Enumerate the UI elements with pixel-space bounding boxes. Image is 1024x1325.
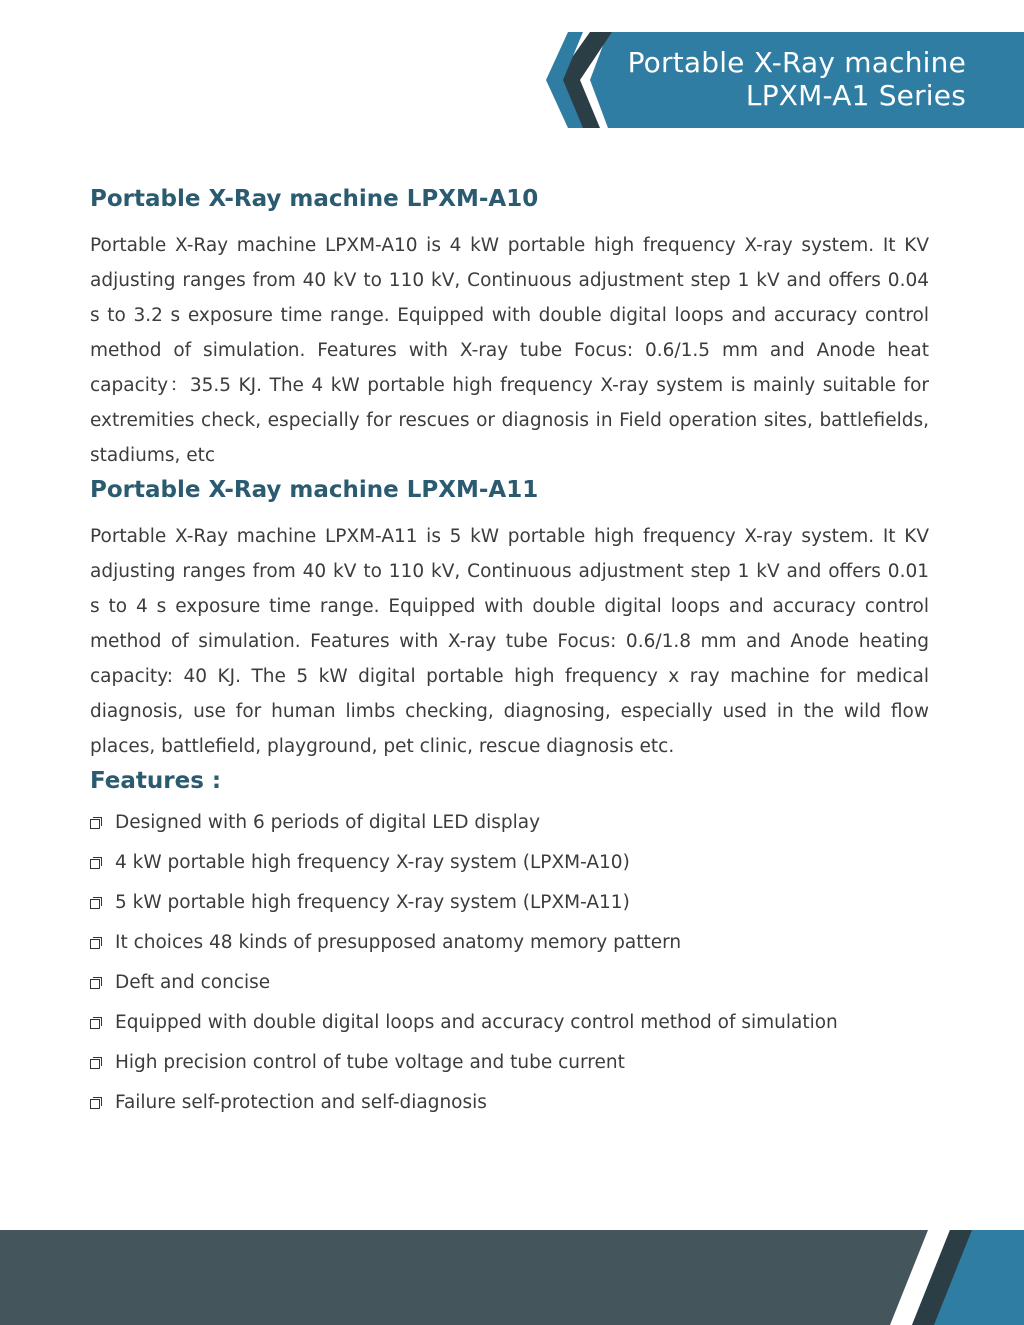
checkbox-bullet-icon — [90, 1097, 101, 1108]
feature-text: 5 kW portable high frequency X-ray system (LPXM-A11) — [115, 891, 630, 913]
footer-band-shape — [0, 1230, 1024, 1325]
feature-text: Failure self-protection and self-diagnosis — [115, 1091, 487, 1113]
section-heading-a10: Portable X-Ray machine LPXM-A10 — [90, 186, 539, 212]
header-title-line1: Portable X-Ray machine — [627, 46, 966, 79]
feature-item — [90, 802, 929, 842]
header-banner — [0, 0, 1024, 140]
feature-item — [90, 922, 929, 962]
feature-item — [90, 882, 929, 922]
checkbox-bullet-icon — [90, 977, 101, 988]
feature-text: It choices 48 kinds of presupposed anatomy memory pattern — [115, 931, 682, 953]
footer-fill — [0, 1230, 1024, 1325]
checkbox-bullet-icon — [90, 1017, 101, 1028]
feature-text: 4 kW portable high frequency X-ray system (LPXM-A10) — [115, 851, 630, 873]
feature-item — [90, 1042, 929, 1082]
feature-text: High precision control of tube voltage and tube current — [115, 1051, 625, 1073]
header-title — [628, 46, 966, 112]
features-heading: Features : — [90, 768, 222, 794]
feature-list — [90, 802, 929, 1122]
checkbox-bullet-icon — [90, 817, 101, 828]
feature-item — [90, 962, 929, 1002]
feature-text: Equipped with double digital loops and accuracy control method of simulation — [115, 1011, 838, 1033]
main-content — [90, 182, 929, 1122]
footer-band — [0, 1230, 1024, 1325]
checkbox-bullet-icon — [90, 937, 101, 948]
header-title-line2: LPXM-A1 Series — [745, 79, 966, 112]
feature-text: Deft and concise — [115, 971, 271, 993]
feature-text: Designed with 6 periods of digital LED display — [115, 811, 541, 833]
checkbox-bullet-icon — [90, 897, 101, 908]
feature-item — [90, 842, 929, 882]
checkbox-bullet-icon — [90, 857, 101, 868]
checkbox-bullet-icon — [90, 1057, 101, 1068]
feature-item — [90, 1082, 929, 1122]
section-body-a10: Portable X-Ray machine LPXM-A10 is 4 kW portable high frequency X-ray system. It KV adjusting ranges from 40 kV to 110 kV, Continuous adjustment step 1 kV and offers 0.04 s to 3.2 s exposure time range. Equipped with double digital loops and accuracy control method of simulation. Features with X-ray tube Focus: 0.6/1.5 mm and Anode heat capacity：35.5 KJ. The 4 kW portable high frequency X-ray system is mainly suitable for extremities check, especially for rescues or diagnosis in Field operation sites, battlefields, stadiums, etc — [90, 235, 929, 466]
feature-item — [90, 1002, 929, 1042]
section-heading-a11: Portable X-Ray machine LPXM-A11 — [90, 477, 539, 503]
section-body-a11: Portable X-Ray machine LPXM-A11 is 5 kW portable high frequency X-ray system. It KV adjusting ranges from 40 kV to 110 kV, Continuous adjustment step 1 kV and offers 0.01 s to 4 s exposure time range. Equipped with double digital loops and accuracy control method of simulation. Features with X-ray tube Focus: 0.6/1.8 mm and Anode heating capacity: 40 KJ. The 5 kW digital portable high frequency x ray machine for medical diagnosis, use for human limbs checking, diagnosing, especially used in the wild flow places, battlefield, playground, pet clinic, rescue diagnosis etc. — [90, 526, 929, 757]
